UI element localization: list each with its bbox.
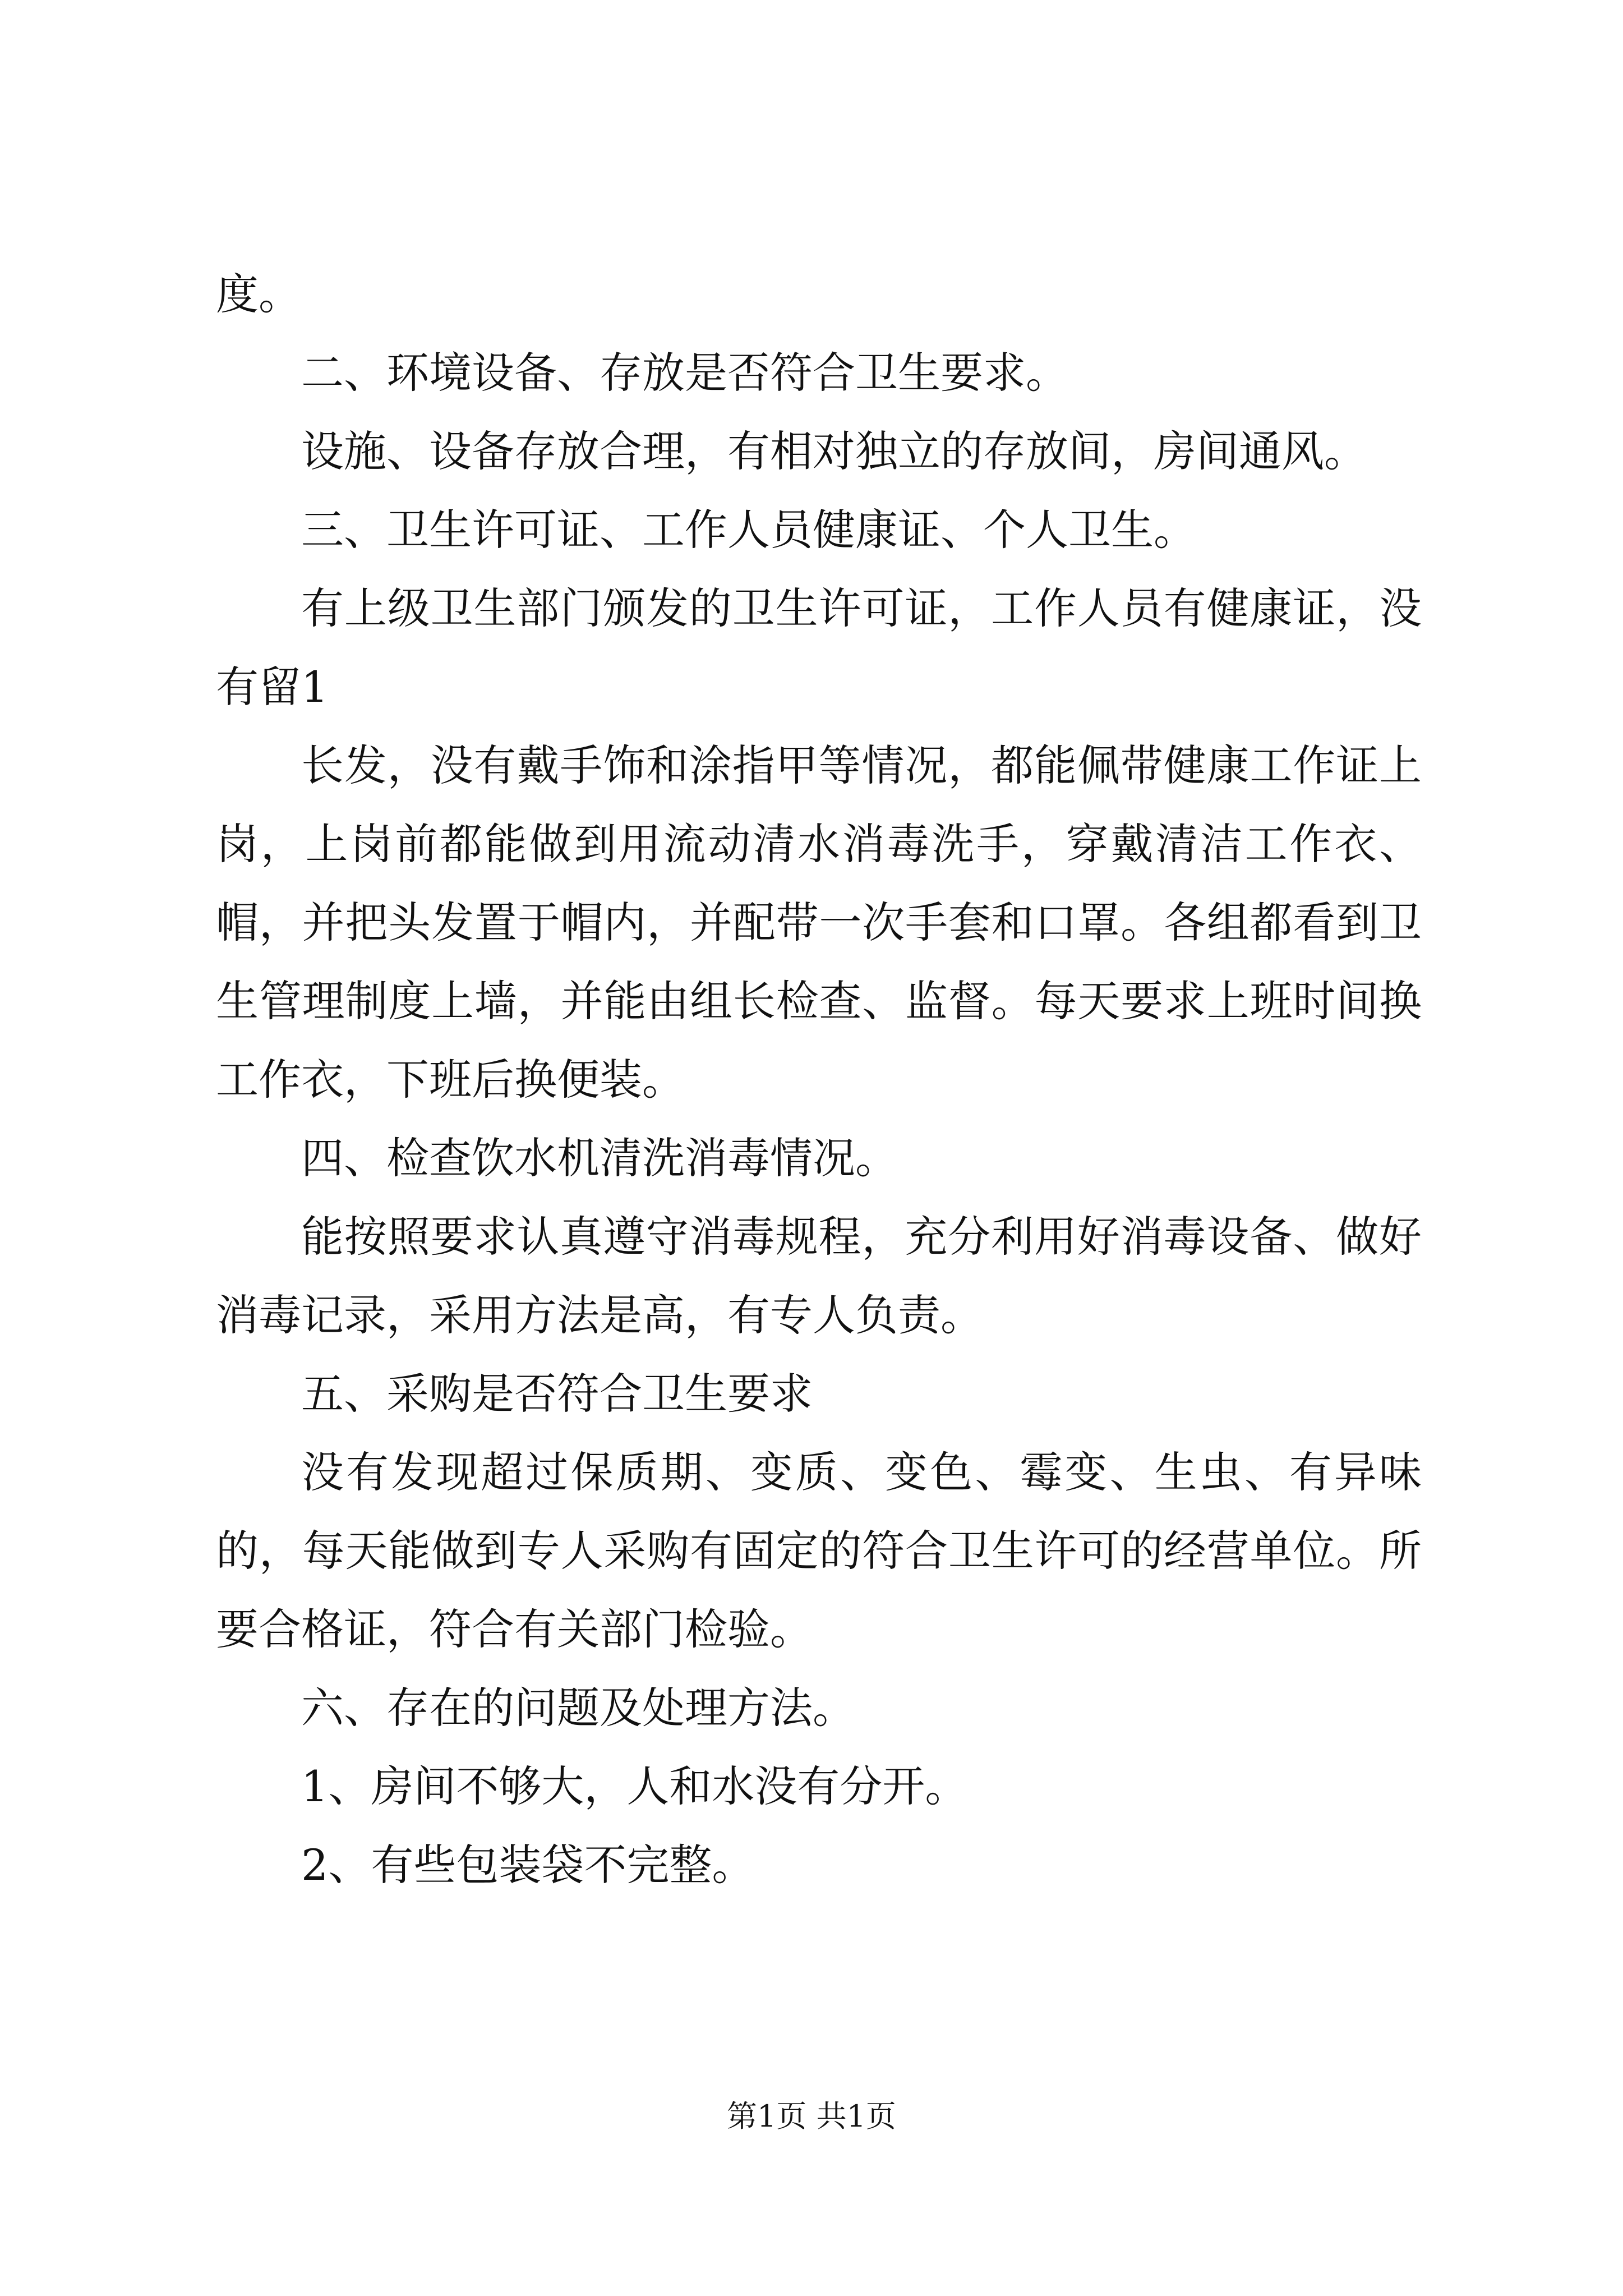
paragraph-storage: 设施、设备存放合理，有相对独立的存放间，房间通风。	[301, 426, 1367, 476]
paragraph-license: 有上级卫生部门颁发的卫生许可证，工作人员有健康证，没有留1	[216, 583, 1422, 712]
paragraph-continuation: 度。	[216, 269, 301, 319]
section-heading-environment: 二、环境设备、存放是否符合卫生要求。	[301, 348, 1068, 398]
paragraph-disinfection: 能按照要求认真遵守消毒规程，充分利用好消毒设备、做好消毒记录，采用方法是高，有专人负责。	[216, 1212, 1422, 1340]
issue-item-1: 1、房间不够大，人和水没有分开。	[301, 1761, 968, 1811]
page-footer: 第1页 共1页	[727, 2099, 896, 2134]
paragraph-procurement: 没有发现超过保质期、变质、变色、霉变、生虫、有异味的，每天能做到专人采购有固定的符合卫生许可的经营单位。所要合格证，符合有关部门检验。	[216, 1447, 1422, 1654]
section-heading-issues: 六、存在的问题及处理方法。	[301, 1683, 855, 1733]
paragraph-personal-hygiene: 长发，没有戴手饰和涂指甲等情况，都能佩带健康工作证上岗，上岗前都能做到用流动清水消毒洗手，穿戴清洁工作衣、帽，并把头发置于帽内，并配带一次手套和口罩。各组都看到卫生管理制度上墙，并能由组长检查、监督。每天要求上班时间换工作衣，下班后换便装。	[216, 740, 1422, 1105]
section-heading-water-dispenser: 四、检查饮水机清洗消毒情况。	[301, 1133, 898, 1183]
issue-item-2: 2、有些包装袋不完整。	[301, 1840, 755, 1890]
section-heading-procurement: 五、采购是否符合卫生要求	[301, 1369, 813, 1419]
section-heading-license: 三、卫生许可证、工作人员健康证、个人卫生。	[301, 505, 1196, 555]
document-body	[216, 255, 1422, 1904]
